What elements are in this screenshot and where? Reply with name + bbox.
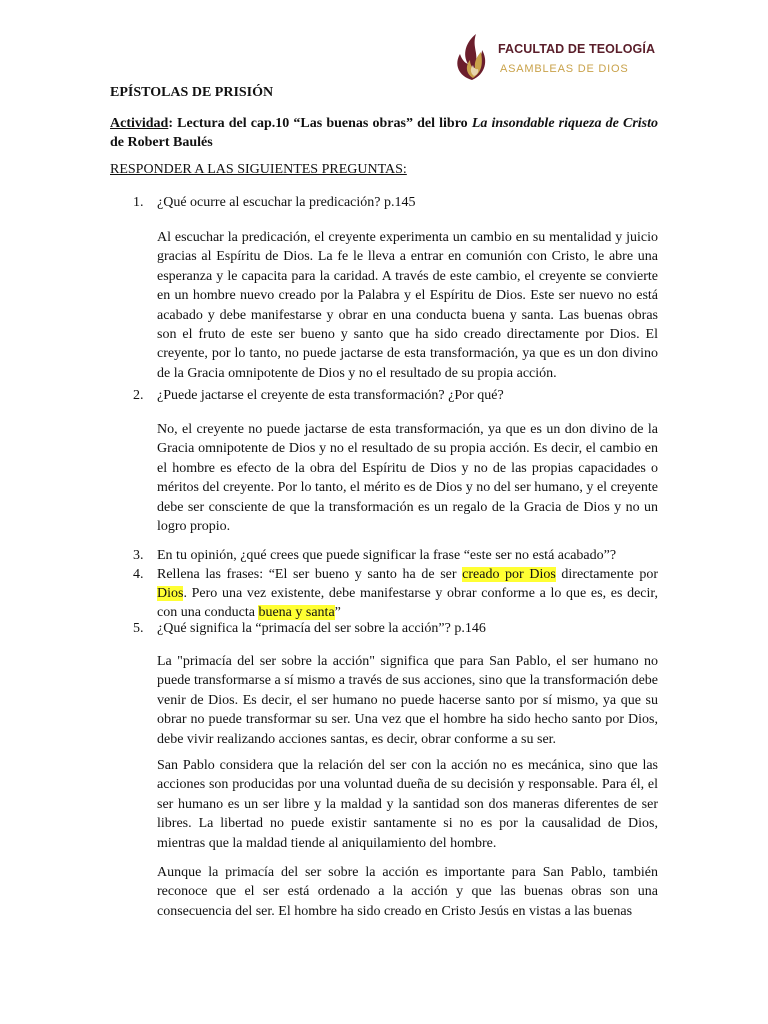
fill-text: directamente por (555, 567, 658, 582)
answer-5-paragraph-1: La "primacía del ser sobre la acción" significa que para San Pablo, el ser humano no puede transformarse a sí mismo a través de sus acciones, sino que la transformación debe venir de Dios. Es decir, el ser humano no puede hacerse santo por sí mismo, ya que su obrar no puede transformar su ser. Una vez que el hombre ha sido hecho santo por Dios, debe vivir realizando acciones santas, es decir, obrar conforme a su ser. (157, 654, 658, 747)
fill-text: ” (334, 605, 341, 620)
faculty-logo (452, 30, 656, 82)
question-number: 2. (133, 388, 144, 403)
question-text: ¿Qué ocurre al escuchar la predicación? p.145 (157, 195, 416, 210)
question-number: 5. (133, 621, 144, 636)
logo-title: FACULTAD DE TEOLOGÍA (498, 42, 656, 56)
activity-label: Actividad (110, 116, 169, 131)
document-title: EPÍSTOLAS DE PRISIÓN (110, 85, 274, 100)
highlighted-answer: Dios (157, 586, 184, 601)
instructions-heading: RESPONDER A LAS SIGUIENTES PREGUNTAS: (110, 162, 407, 177)
question-number: 3. (133, 548, 144, 563)
activity-text-before: Lectura del cap.10 “Las buenas obras” del libro (173, 116, 472, 131)
logo-subtitle: ASAMBLEAS DE DIOS (500, 63, 629, 75)
activity-line (110, 114, 658, 152)
question-text: En tu opinión, ¿qué crees que puede significar la frase “este ser no está acabado”? (157, 548, 617, 563)
fill-text: Rellena las frases: “El ser bueno y santo ha de ser (157, 567, 463, 582)
highlighted-answer: buena y santa (258, 605, 335, 620)
answer-5-paragraph-2: San Pablo considera que la relación del ser con la acción no es mecánica, sino que las acciones son producidas por una voluntad dueña de su decisión y responsable. Para él, el ser humano es un ser libre y la maldad y la santidad son dos maneras diferentes de ser libres. La libertad no puede existir santamente si no es por la causalidad de Dios, mientras que la maldad tiende al aniquilamiento del hombre. (157, 758, 658, 851)
question-4-text (157, 565, 658, 622)
highlighted-answer: creado por Dios (462, 567, 556, 582)
book-title: La insondable riqueza de Cristo (471, 116, 658, 131)
flame-icon (452, 30, 492, 82)
answer-2: No, el creyente no puede jactarse de esta transformación, ya que es un don divino de la Gracia omnipotente de Dios y no el resultado de su propia acción. Es decir, el cambio en el hombre es efecto de la obra del Espíritu de Dios y no de las propias capacidades o méritos del creyente. Por lo tanto, el mérito es de Dios y no del ser humano, y el creyente debe ser consciente de que la transformación es un regalo de la Gracia de Dios y no un logro propio. (157, 422, 658, 535)
question-text: ¿Qué significa la “primacía del ser sobre la acción”? p.146 (157, 621, 486, 636)
answer-1: Al escuchar la predicación, el creyente experimenta un cambio en su mentalidad y juicio gracias al Espíritu de Dios. La fe le lleva a entrar en comunión con Cristo, le abre una esperanza y le capacita para la caridad. A través de este cambio, el creyente se convierte en un hombre nuevo creado por la Palabra y el Espíritu de Dios. Este ser nuevo no está acabado y debe manifestarse y obrar en una conducta buena y santa. Las buenas obras son el fruto de este ser bueno y santo que ha sido creado directamente por Dios. El creyente, por lo tanto, no puede jactarse de esta transformación, ya que es un don divino de la Gracia omnipotente de Dios y no el resultado de su propia acción. (157, 230, 658, 381)
question-text: ¿Puede jactarse el creyente de esta transformación? ¿Por qué? (157, 388, 504, 403)
fill-text: . Pero una vez existente, debe manifestarse y obrar conforme a lo que es, es decir, con una conducta (157, 586, 658, 620)
activity-colon: : (168, 116, 174, 131)
answer-5-paragraph-3: Aunque la primacía del ser sobre la acción es importante para San Pablo, también reconoce que el ser está ordenado a la acción y que las buenas obras son una consecuencia del ser. El hombre ha sido creado en Cristo Jesús en vistas a las buenas (157, 865, 658, 919)
activity-text-after: de Robert Baulés (110, 135, 213, 150)
question-number: 1. (133, 195, 144, 210)
question-number: 4. (133, 567, 144, 582)
